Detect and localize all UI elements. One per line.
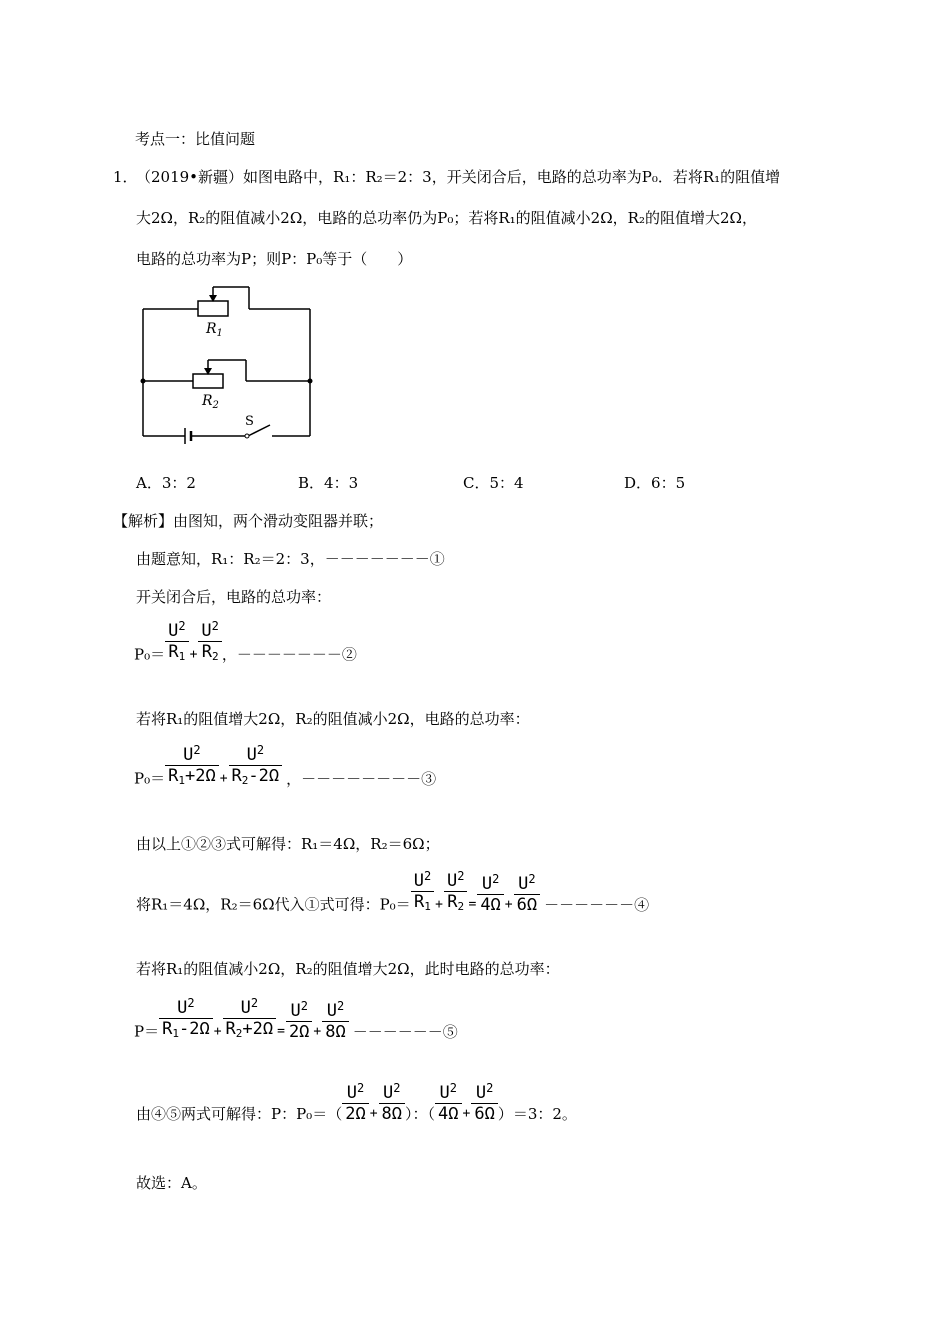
equation-6: 由④⑤两式可解得：P：P₀＝（ $\frac{U^2}{2\Omega}$ + $\frac{U^2}{8\Omega}$ ）：（ $\frac{U^2}{4\Omega}$ + $\frac{U^2}{6\Omega}$ ）＝3：2。 bbox=[136, 1078, 577, 1124]
switch-label: S bbox=[245, 414, 254, 429]
solution-line-6: 若将R₁的阻值减小2Ω，R₂的阻值增大2Ω，此时电路的总功率： bbox=[136, 960, 560, 978]
resistor-r2 bbox=[193, 374, 223, 388]
r2-label: $R_2$ bbox=[202, 393, 219, 411]
question-line-1: （2019•新疆）如图电路中，R₁：R₂＝2：3，开关闭合后，电路的总功率为P₀．若将R₁的阻值增 bbox=[136, 168, 781, 186]
solution-line-5: 由以上①②③式可解得：R₁＝4Ω，R₂＝6Ω； bbox=[136, 835, 440, 853]
solution-line-4: 若将R₁的阻值增大2Ω，R₂的阻值减小2Ω，电路的总功率： bbox=[136, 710, 530, 728]
option-a: A．3：2 bbox=[136, 474, 196, 492]
option-b: B．4：3 bbox=[298, 474, 359, 492]
equation-5: P＝ $\frac{U^2}{R_1-2\Omega}$ + $\frac{U^2}{R_2+2\Omega}$ = $\frac{U^2}{2\Omega}$ + $\frac{U^2}{8\Omega}$ －－－－－－⑤ bbox=[134, 993, 458, 1044]
junction-left bbox=[141, 379, 146, 384]
resistor-r1 bbox=[198, 301, 228, 316]
section-title: 考点一：比值问题 bbox=[135, 130, 256, 148]
equation-3: P₀＝ $\frac{U^2}{R_1+2\Omega}$ + $\frac{U^2}{R_2-2\Omega}$ ，－－－－－－－－③ bbox=[134, 740, 436, 791]
option-c: C．5：4 bbox=[463, 474, 524, 492]
circuit-diagram bbox=[130, 278, 330, 448]
switch-contact bbox=[245, 434, 249, 438]
option-d: D．6：5 bbox=[624, 474, 686, 492]
solution-line-1: 【解析】由图知，两个滑动变阻器并联； bbox=[113, 512, 384, 530]
solution-line-2: 由题意知，R₁：R₂＝2：3，－－－－－－－① bbox=[136, 550, 445, 568]
question-line-2: 大2Ω，R₂的阻值减小2Ω，电路的总功率仍为P₀；若将R₁的阻值减小2Ω，R₂的阻值增大2Ω， bbox=[136, 209, 757, 227]
answer-line: 故选：A。 bbox=[136, 1174, 207, 1192]
equation-4: 将R₁＝4Ω，R₂＝6Ω代入①式可得：P₀＝ $\frac{U^2}{R_1}$ + $\frac{U^2}{R_2}$ = $\frac{U^2}{4\Omega}$ + $\frac{U^2}{6\Omega}$ －－－－－－④ bbox=[136, 866, 649, 917]
question-number: 1． bbox=[113, 168, 138, 186]
equation-2: P₀＝ $\frac{U^2}{R_1}$ + $\frac{U^2}{R_2}$ ，－－－－－－－② bbox=[134, 616, 357, 667]
r1-label: $R_1$ bbox=[206, 321, 223, 339]
junction-right bbox=[308, 379, 313, 384]
solution-line-3: 开关闭合后，电路的总功率： bbox=[136, 588, 332, 606]
question-line-3: 电路的总功率为P；则P：P₀等于（ ） bbox=[136, 250, 413, 268]
